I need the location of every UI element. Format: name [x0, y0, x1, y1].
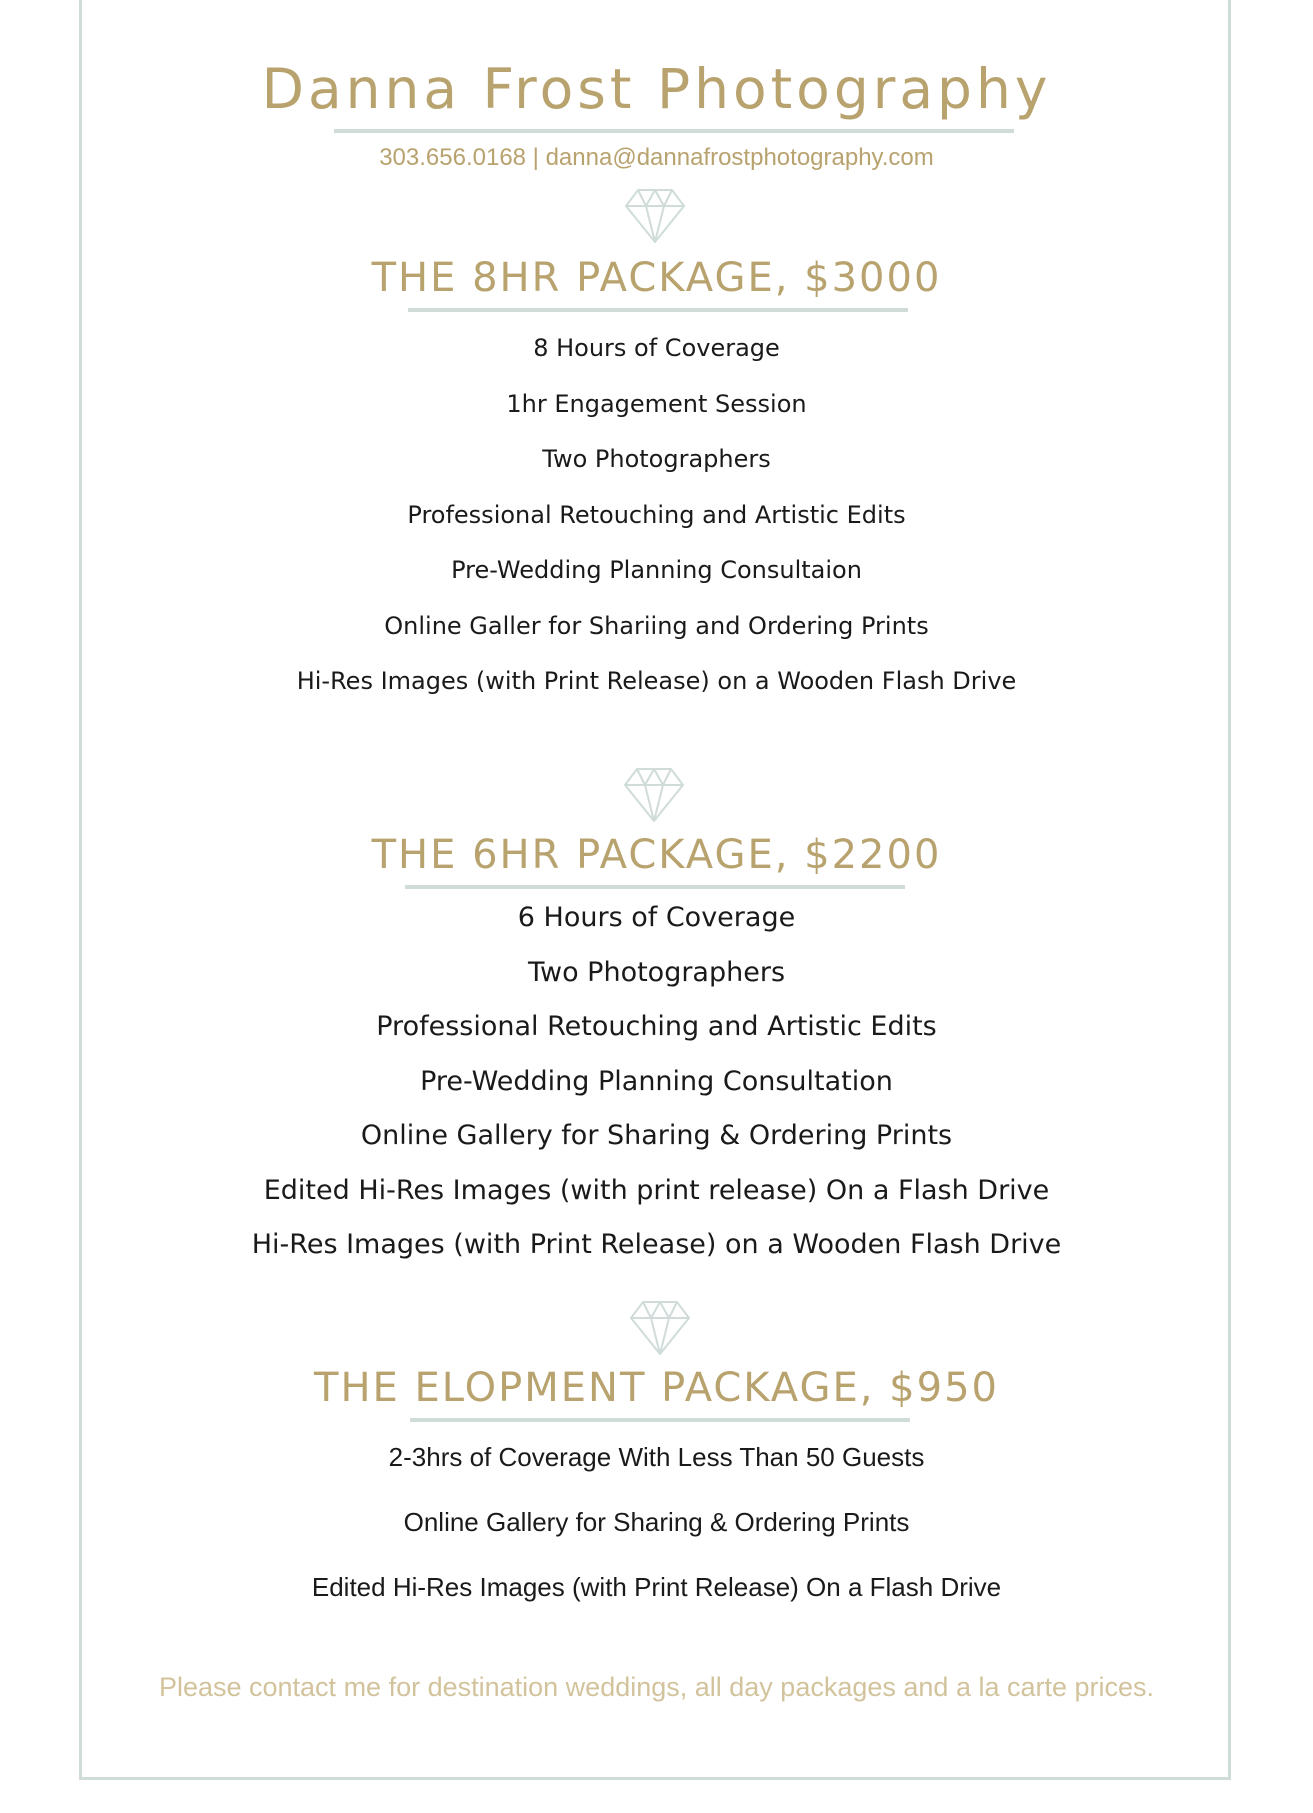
list-item: Two Photographers	[527, 956, 786, 988]
list-item: Online Gallery for Sharing & Ordering Prints	[403, 1507, 910, 1537]
diamond-icon	[624, 188, 686, 244]
list-item: Hi-Res Images (with Print Release) on a Wooden Flash Drive	[251, 1229, 1062, 1260]
package-heading-8hr: THE 8HR PACKAGE, $3000	[371, 255, 942, 301]
package-items-elopement	[0, 1425, 1313, 1620]
package-heading-elopement: THE ELOPMENT PACKAGE, $950	[314, 1365, 999, 1411]
contact-info: 303.656.0168 | danna@dannafrostphotography.com	[379, 144, 934, 171]
list-item: 1hr Engagement Session	[506, 389, 807, 418]
title-underline	[334, 129, 1014, 133]
package-items-8hr	[0, 321, 1313, 710]
list-item: Two Photographers	[542, 445, 771, 473]
list-item: Pre-Wedding Planning Consultaion	[451, 556, 862, 584]
list-item: Online Galler for Shariing and Ordering Prints	[384, 611, 929, 640]
list-item: Pre-Wedding Planning Consultation	[420, 1065, 893, 1097]
diamond-icon	[623, 767, 685, 823]
list-item: Professional Retouching and Artistic Edits	[407, 500, 906, 529]
list-item: 2-3hrs of Coverage With Less Than 50 Guests	[388, 1442, 925, 1472]
package-underline	[408, 308, 908, 312]
list-item: Online Gallery for Sharing & Ordering Prints	[360, 1120, 953, 1151]
package-heading-6hr: THE 6HR PACKAGE, $2200	[371, 832, 942, 878]
list-item: Hi-Res Images (with Print Release) on a Wooden Flash Drive	[296, 667, 1017, 695]
package-underline	[410, 1418, 910, 1422]
list-item: 8 Hours of Coverage	[533, 334, 780, 362]
list-item: 6 Hours of Coverage	[517, 902, 796, 933]
diamond-icon	[629, 1300, 691, 1356]
page-title: Danna Frost Photography	[261, 57, 1052, 121]
package-items-6hr	[0, 891, 1313, 1273]
list-item: Professional Retouching and Artistic Edits	[376, 1011, 937, 1042]
package-underline	[405, 885, 905, 889]
list-item: Edited Hi-Res Images (with print release) On a Flash Drive	[263, 1174, 1050, 1206]
list-item: Edited Hi-Res Images (with Print Release) On a Flash Drive	[311, 1572, 1002, 1602]
footer-note: Please contact me for destination weddings, all day packages and a la carte prices.	[158, 1672, 1155, 1702]
